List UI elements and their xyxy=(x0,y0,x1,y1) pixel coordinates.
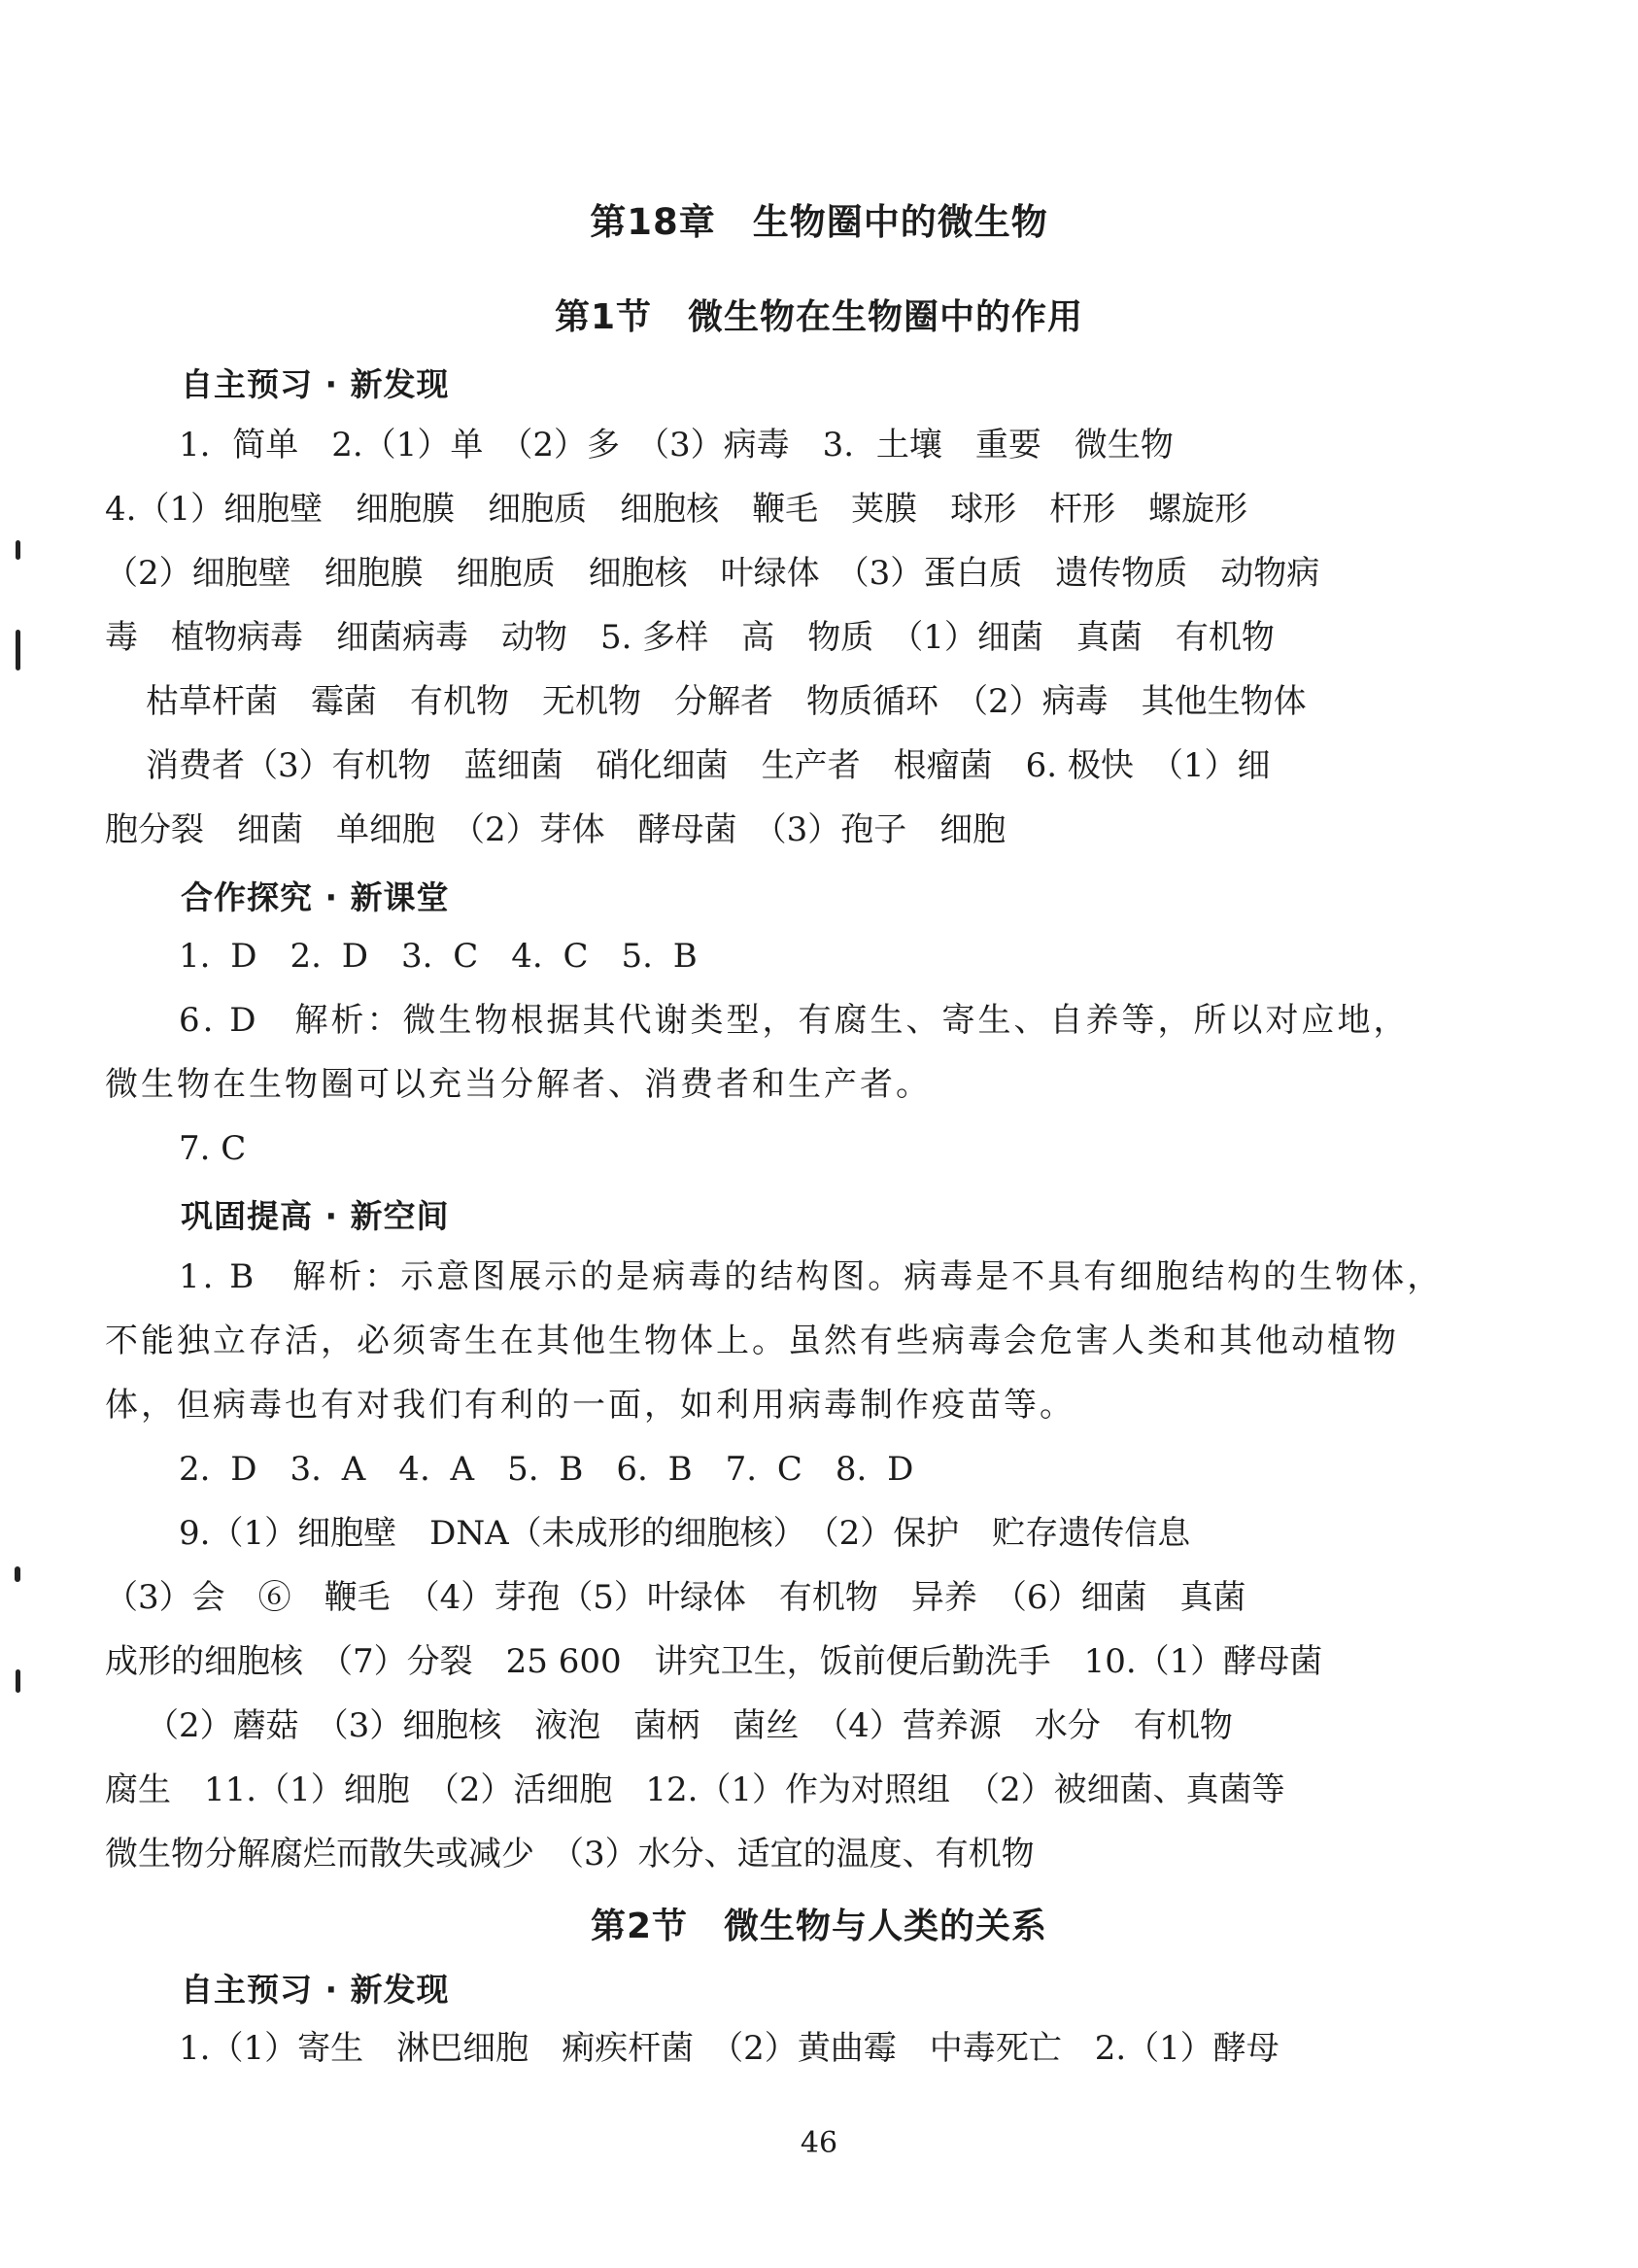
scan-mark xyxy=(16,1669,20,1693)
answer-line: 成形的细胞核 （7）分裂 25 600 讲究卫生，饭前便后勤洗手 10.（1）酵母菌 xyxy=(105,1642,1323,1681)
answer-line: 毒 植物病毒 细菌病毒 动物 5. 多样 高 物质 （1）细菌 真菌 有机物 xyxy=(105,618,1275,657)
scan-mark xyxy=(16,630,20,670)
answer-line: 1.（1）寄生 淋巴细胞 痢疾杆菌 （2）黄曲霉 中毒死亡 2.（1）酵母 xyxy=(179,2029,1280,2068)
answer-line: （2）蘑菇 （3）细胞核 液泡 菌柄 菌丝 （4）营养源 水分 有机物 xyxy=(146,1706,1233,1745)
answer-line: 1. D 2. D 3. C 4. C 5. B xyxy=(179,937,698,976)
answer-line: （2）细胞壁 细胞膜 细胞质 细胞核 叶绿体 （3）蛋白质 遗传物质 动物病 xyxy=(105,554,1320,593)
answer-line: 9.（1）细胞壁 DNA（未成形的细胞核） （2）保护 贮存遗传信息 xyxy=(179,1514,1191,1553)
answer-line: 体，但病毒也有对我们有利的一面，如利用病毒制作疫苗等。 xyxy=(105,1386,1075,1425)
section-2-preview-heading: 自主预习 · 新发现 xyxy=(181,1971,450,2009)
section-1-explore-heading: 合作探究 · 新课堂 xyxy=(181,878,450,916)
answer-line: 7. C xyxy=(179,1129,247,1168)
answer-line: 微生物分解腐烂而散失或减少 （3）水分、适宜的温度、有机物 xyxy=(105,1835,1035,1873)
chapter-title: 第18章 生物圈中的微生物 xyxy=(590,201,1048,243)
answer-line: 1. 简单 2.（1）单 （2）多 （3）病毒 3. 土壤 重要 微生物 xyxy=(179,426,1174,464)
answer-line: 胞分裂 细菌 单细胞 （2）芽体 酵母菌 （3）孢子 细胞 xyxy=(105,810,1007,849)
answer-line: 1. B 解析：示意图展示的是病毒的结构图。病毒是不具有细胞结构的生物体， xyxy=(179,1257,1444,1296)
section-1-preview-heading: 自主预习 · 新发现 xyxy=(181,365,450,403)
answer-line: 4.（1）细胞壁 细胞膜 细胞质 细胞核 鞭毛 荚膜 球形 杆形 螺旋形 xyxy=(105,490,1248,529)
page-number: 46 xyxy=(800,2126,838,2160)
answer-line: 微生物在生物圈可以充当分解者、消费者和生产者。 xyxy=(105,1065,932,1104)
scan-mark xyxy=(16,540,20,560)
answer-line: 消费者（3）有机物 蓝细菌 硝化细菌 生产者 根瘤菌 6. 极快 （1）细 xyxy=(146,746,1271,785)
answer-line: （3）会 ⑥ 鞭毛 （4）芽孢（5）叶绿体 有机物 异养 （6）细菌 真菌 xyxy=(105,1578,1246,1617)
section-2-title: 第2节 微生物与人类的关系 xyxy=(590,1907,1048,1946)
answer-line: 2. D 3. A 4. A 5. B 6. B 7. C 8. D xyxy=(179,1450,914,1489)
section-1-consolidate-heading: 巩固提高 · 新空间 xyxy=(181,1197,450,1235)
answer-line: 枯草杆菌 霉菌 有机物 无机物 分解者 物质循环 （2）病毒 其他生物体 xyxy=(146,682,1307,721)
answer-line: 6. D 解析：微生物根据其代谢类型，有腐生、寄生、自养等，所以对应地， xyxy=(179,1001,1410,1040)
scan-mark xyxy=(15,1566,20,1582)
answer-line: 腐生 11.（1）细胞 （2）活细胞 12.（1）作为对照组 （2）被细菌、真菌等 xyxy=(105,1770,1285,1809)
section-1-title: 第1节 微生物在生物圈中的作用 xyxy=(554,297,1084,337)
answer-line: 不能独立存活，必须寄生在其他生物体上。虽然有些病毒会危害人类和其他动植物 xyxy=(105,1322,1399,1360)
